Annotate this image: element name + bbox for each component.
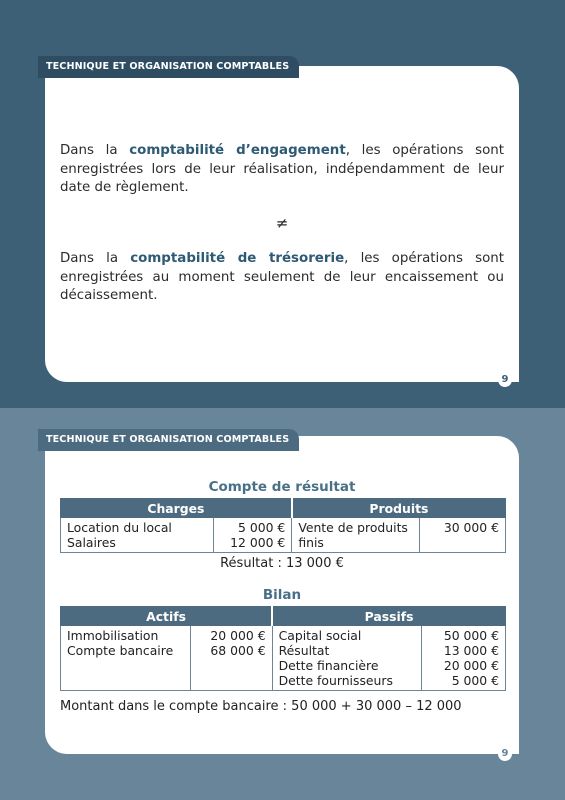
actifs-values: 20 000 € 68 000 € [190, 626, 272, 691]
passifs-labels: Capital social Résultat Dette financière Dette fournisseurs [272, 626, 422, 691]
dcg-badge: DCG 9 [493, 355, 517, 385]
charges-header: Charges [61, 499, 292, 518]
compte-de-resultat-title: Compte de résultat [208, 479, 356, 495]
produits-values: 30 000 € [420, 518, 506, 553]
passifs-header: Passifs [272, 607, 505, 626]
montant-line: Montant dans le compte bancaire : 50 000 + 30 000 – 12 000 [60, 699, 462, 714]
bilan-table [60, 606, 506, 691]
badge-number: 9 [498, 373, 512, 387]
engagement-paragraph: Dans la comptabilité d’engagement, les opérations sont enregistrées lors de leur réalisation, indépendamment de leur date de règlement. [60, 143, 505, 195]
tresorerie-term: comptabilité de trésorerie [130, 251, 345, 266]
compte-de-resultat-table [60, 498, 506, 553]
table-row [61, 626, 506, 691]
example-card [45, 436, 519, 754]
resultat-line: Résultat : 13 000 € [220, 556, 344, 571]
passifs-values: 50 000 € 13 000 € 20 000 € 5 000 € [422, 626, 506, 691]
section-tag: TECHNIQUE ET ORGANISATION COMPTABLES [38, 56, 299, 78]
section-tag: TECHNIQUE ET ORGANISATION COMPTABLES [38, 429, 299, 451]
charges-values: 5 000 € 12 000 € [214, 518, 292, 553]
produits-labels: Vente de produits finis [292, 518, 420, 553]
charges-labels: Location du local Salaires [61, 518, 214, 553]
badge-number: 9 [498, 747, 512, 761]
not-equal-sign: ≠ [275, 214, 289, 232]
produits-header: Produits [292, 499, 506, 518]
bilan-title: Bilan [262, 587, 302, 603]
actifs-labels: Immobilisation Compte bancaire [61, 626, 191, 691]
dcg-badge: DCG 9 [493, 729, 517, 759]
definition-card [45, 66, 519, 382]
tresorerie-paragraph: Dans la comptabilité de trésorerie, les opérations sont enregistrées au moment seulement de leur encaissement ou décaissement. [60, 251, 504, 303]
actifs-header: Actifs [61, 607, 273, 626]
engagement-term: comptabilité d’engagement [129, 143, 346, 158]
table-row [61, 518, 506, 553]
